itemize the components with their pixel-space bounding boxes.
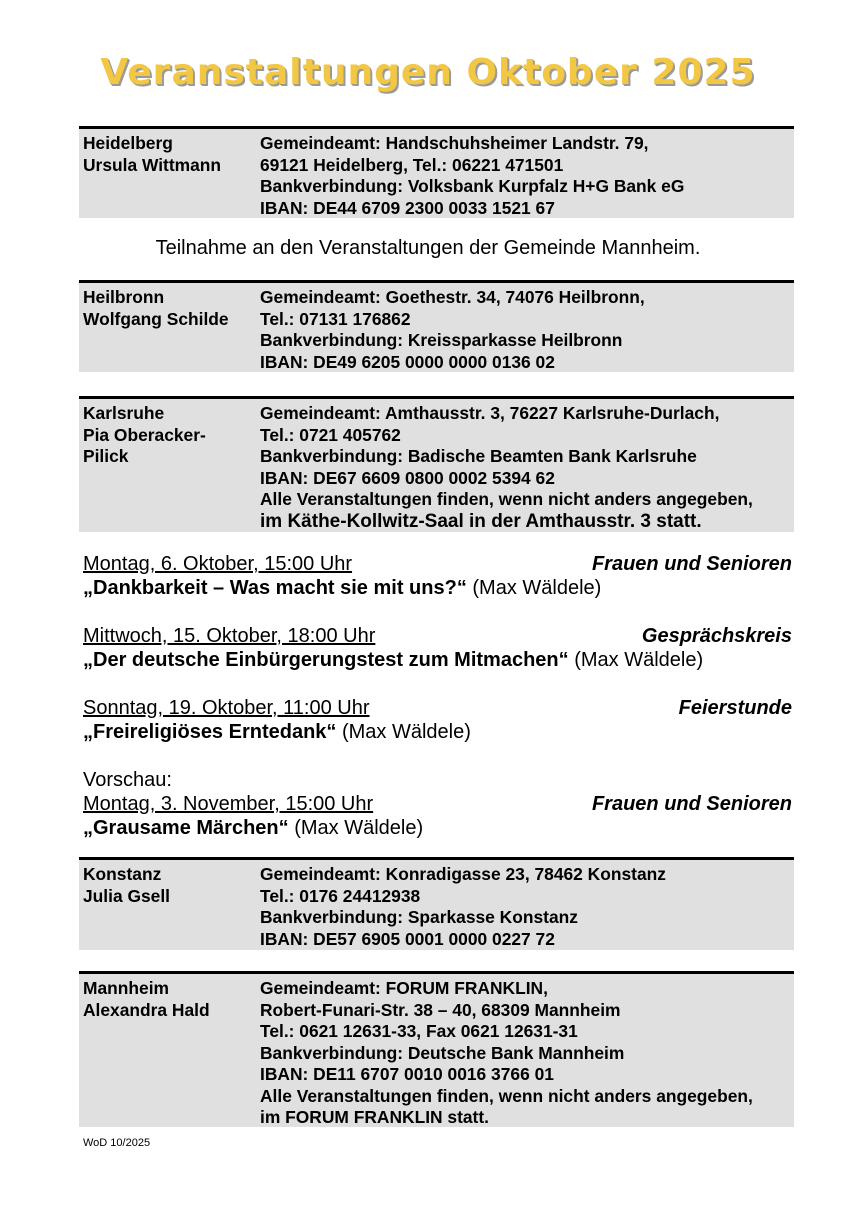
venue-note-line: im Käthe-Kollwitz-Saal in der Amthausstr. 3 statt. bbox=[260, 510, 702, 532]
community-box-karlsruhe bbox=[79, 396, 794, 532]
footer-code: WoD 10/2025 bbox=[83, 1137, 151, 1149]
event-date: Montag, 6. Oktober, 15:00 Uhr bbox=[83, 553, 353, 575]
address-line: Gemeindeamt: Amthausstr. 3, 76227 Karlsruhe-Durlach, bbox=[260, 403, 720, 423]
event-title: „Freireligiöses Erntedank“ bbox=[83, 721, 337, 743]
phone-line: Tel.: 07131 176862 bbox=[260, 308, 411, 329]
community-box-mannheim bbox=[79, 971, 794, 1127]
phone-line: Tel.: 0621 12631-33, Fax 0621 12631-31 bbox=[260, 1021, 578, 1041]
event-date: Sonntag, 19. Oktober, 11:00 Uhr bbox=[83, 697, 370, 719]
event-title: „Dankbarkeit – Was macht sie mit uns?“ bbox=[83, 577, 467, 599]
community-contact: Julia Gsell bbox=[83, 885, 170, 906]
community-contact: Wolfgang Schilde bbox=[83, 308, 229, 329]
event-item bbox=[83, 552, 792, 600]
bank-line: Bankverbindung: Badische Beamten Bank Karlsruhe bbox=[260, 446, 697, 466]
community-contact: Pia Oberacker- bbox=[83, 424, 206, 445]
event-speaker: (Max Wäldele) bbox=[341, 721, 471, 743]
heidelberg-note: Teilnahme an den Veranstaltungen der Gemeinde Mannheim. bbox=[155, 237, 701, 259]
event-title: „Grausame Märchen“ bbox=[83, 817, 289, 839]
event-speaker: (Max Wäldele) bbox=[472, 577, 602, 599]
community-box-heidelberg bbox=[79, 126, 794, 218]
community-contact-continued: Pilick bbox=[83, 446, 129, 466]
community-box-heilbronn bbox=[79, 280, 794, 372]
event-item bbox=[83, 624, 792, 672]
event-speaker: (Max Wäldele) bbox=[574, 649, 704, 671]
community-city: Konstanz bbox=[83, 864, 162, 884]
phone-line: Tel.: 0721 405762 bbox=[260, 424, 401, 445]
address-line: Gemeindeamt: Handschuhsheimer Landstr. 79, bbox=[260, 133, 649, 153]
event-title: „Der deutsche Einbürgerungstest zum Mitmachen“ bbox=[83, 649, 569, 671]
event-item-preview bbox=[83, 768, 792, 840]
event-category: Feierstunde bbox=[678, 697, 792, 719]
community-contact: Alexandra Hald bbox=[83, 999, 210, 1020]
bank-line: Bankverbindung: Sparkasse Konstanz bbox=[260, 907, 578, 927]
phone-line: 69121 Heidelberg, Tel.: 06221 471501 bbox=[260, 154, 564, 175]
community-box-konstanz bbox=[79, 857, 794, 950]
event-item bbox=[83, 696, 792, 744]
bank-line: Bankverbindung: Kreissparkasse Heilbronn bbox=[260, 330, 623, 350]
bank-line: Bankverbindung: Deutsche Bank Mannheim bbox=[260, 1042, 625, 1063]
page-title: Veranstaltungen Oktober 2025 bbox=[100, 52, 756, 93]
event-category: Frauen und Senioren bbox=[591, 793, 792, 815]
community-city: Heilbronn bbox=[83, 287, 165, 307]
venue-note-line: im FORUM FRANKLIN statt. bbox=[260, 1107, 489, 1127]
event-category: Frauen und Senioren bbox=[591, 553, 792, 575]
community-city: Karlsruhe bbox=[83, 403, 165, 423]
event-speaker: (Max Wäldele) bbox=[294, 817, 424, 839]
iban-line: IBAN: DE49 6205 0000 0000 0136 02 bbox=[260, 351, 555, 372]
bank-line: Bankverbindung: Volksbank Kurpfalz H+G Bank eG bbox=[260, 176, 685, 196]
iban-line: IBAN: DE44 6709 2300 0033 1521 67 bbox=[260, 197, 555, 218]
preview-label: Vorschau: bbox=[83, 769, 172, 791]
community-contact: Ursula Wittmann bbox=[83, 154, 222, 175]
event-category: Gesprächskreis bbox=[641, 625, 792, 647]
community-city: Heidelberg bbox=[83, 133, 173, 153]
address-line: Gemeindeamt: FORUM FRANKLIN, bbox=[260, 978, 548, 998]
event-date: Mittwoch, 15. Oktober, 18:00 Uhr bbox=[83, 625, 376, 647]
iban-line: IBAN: DE11 6707 0010 0016 3766 01 bbox=[260, 1064, 554, 1084]
phone-line: Tel.: 0176 24412938 bbox=[260, 885, 421, 906]
event-date: Montag, 3. November, 15:00 Uhr bbox=[83, 793, 374, 815]
venue-note-line: Alle Veranstaltungen finden, wenn nicht anders angegeben, bbox=[260, 1085, 753, 1106]
address-line: Robert-Funari-Str. 38 – 40, 68309 Mannheim bbox=[260, 999, 621, 1020]
venue-note-line: Alle Veranstaltungen finden, wenn nicht anders angegeben, bbox=[260, 489, 753, 509]
community-city: Mannheim bbox=[83, 978, 169, 998]
iban-line: IBAN: DE57 6905 0001 0000 0227 72 bbox=[260, 928, 555, 949]
address-line: Gemeindeamt: Goethestr. 34, 74076 Heilbronn, bbox=[260, 287, 645, 307]
address-line: Gemeindeamt: Konradigasse 23, 78462 Konstanz bbox=[260, 864, 666, 884]
iban-line: IBAN: DE67 6609 0800 0002 5394 62 bbox=[260, 467, 555, 488]
